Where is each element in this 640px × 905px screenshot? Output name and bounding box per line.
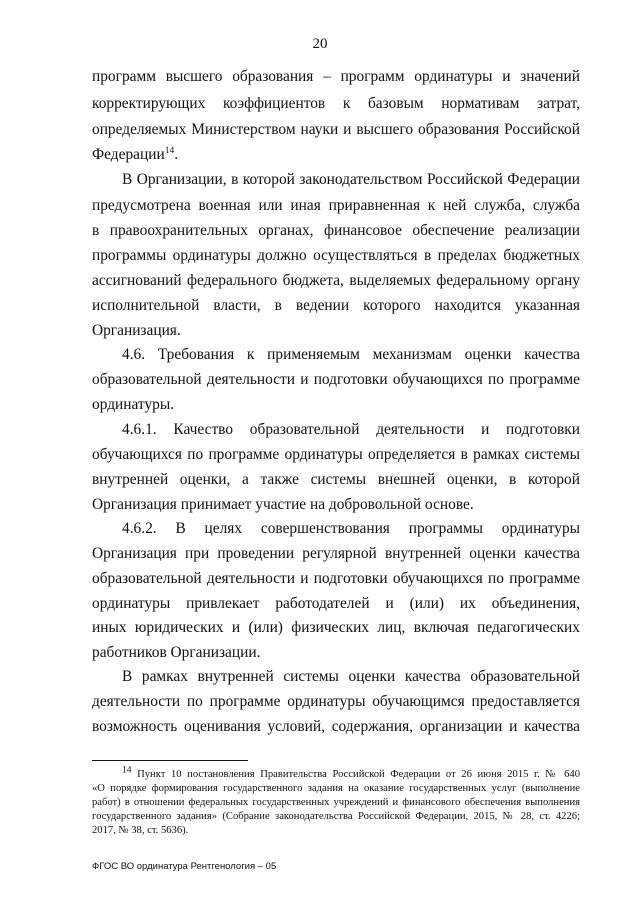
- text-line: Федерации: [92, 146, 165, 163]
- text-line: Организация принимает участие на добровольной основе.: [92, 496, 474, 513]
- text-line: программ высшего образования – программ ординатуры и значений: [92, 68, 580, 85]
- footnote-marker: 14: [122, 765, 132, 776]
- text-line: работников Организации.: [92, 644, 261, 661]
- text-line: Организация при проведении регулярной внутренней оценки качества: [92, 545, 580, 562]
- text-line: в правоохранительных органах, финансовое обеспечение реализации: [92, 222, 580, 239]
- footnote-line: [122, 765, 580, 781]
- footnote-divider: [92, 760, 248, 761]
- footnote-text: Пункт 10 постановления Правительства Российской Федерации от 26 июня 2015 г. № 640: [137, 769, 580, 780]
- text-line: программы ординатуры должно осуществляться в пределах бюджетных: [92, 247, 580, 264]
- text-line: В рамках внутренней системы оценки качества образовательной: [122, 668, 580, 685]
- text-line-with-footnote: [92, 146, 580, 164]
- text-line: возможность оценивания условий, содержания, организации и качества: [92, 718, 580, 735]
- text-line: ординатуры привлекает работодателей и (или) их объединения,: [92, 595, 580, 612]
- page-footer: ФГОС ВО ординатура Рентгенология – 05: [92, 861, 277, 872]
- section-heading-line: 4.6. Требования к применяемым механизмам оценки качества: [122, 346, 580, 363]
- text-line: ординатуры.: [92, 396, 175, 413]
- text-line: корректирующих коэффициентов к базовым нормативам затрат,: [92, 95, 580, 112]
- text-line: образовательной деятельности и подготовки обучающихся по программе: [92, 371, 580, 388]
- text-line: определяемых Министерством науки и высшего образования Российской: [92, 121, 580, 138]
- footnote-reference-suffix: .: [174, 146, 179, 163]
- text-line: исполнительной власти, в ведении которого находится указанная: [92, 297, 580, 314]
- footnote-line: работ) в отношении федеральных государственных учреждений и финансового обеспечения выполнения: [92, 797, 580, 808]
- text-line: 4.6.2. В целях совершенствования программы ординатуры: [122, 520, 580, 537]
- text-line: В Организации, в которой законодательством Российской Федерации: [122, 171, 580, 188]
- footnote-line: 2017, № 38, ст. 5636).: [92, 825, 189, 836]
- text-line: иных юридических и (или) физических лиц, включая педагогических: [92, 619, 580, 636]
- text-line: внутренней оценки, а также системы внешней оценки, в которой: [92, 471, 580, 488]
- footnote-reference: 14: [164, 145, 175, 156]
- text-line: образовательной деятельности и подготовки обучающихся по программе: [92, 570, 580, 587]
- text-line: Организация.: [92, 322, 181, 339]
- footnote-line: «О порядке формирования государственного задания на оказание государственных услуг (выполнение: [92, 783, 580, 794]
- page-number: 20: [312, 36, 328, 52]
- text-line: предусмотрена военная или иная приравненная к ней служба, служба: [92, 197, 580, 214]
- text-line: ассигнований федерального бюджета, выделяемых федеральному органу: [92, 272, 580, 289]
- text-line: деятельности по программе ординатуры обучающимся предоставляется: [92, 693, 580, 710]
- footnote-line: государственного задания» (Собрание законодательства Российской Федерации, 2015, № 28, ст. 4226;: [92, 811, 580, 822]
- text-line: обучающихся по программе ординатуры определяется в рамках системы: [92, 446, 580, 463]
- text-line: 4.6.1. Качество образовательной деятельности и подготовки: [122, 421, 580, 438]
